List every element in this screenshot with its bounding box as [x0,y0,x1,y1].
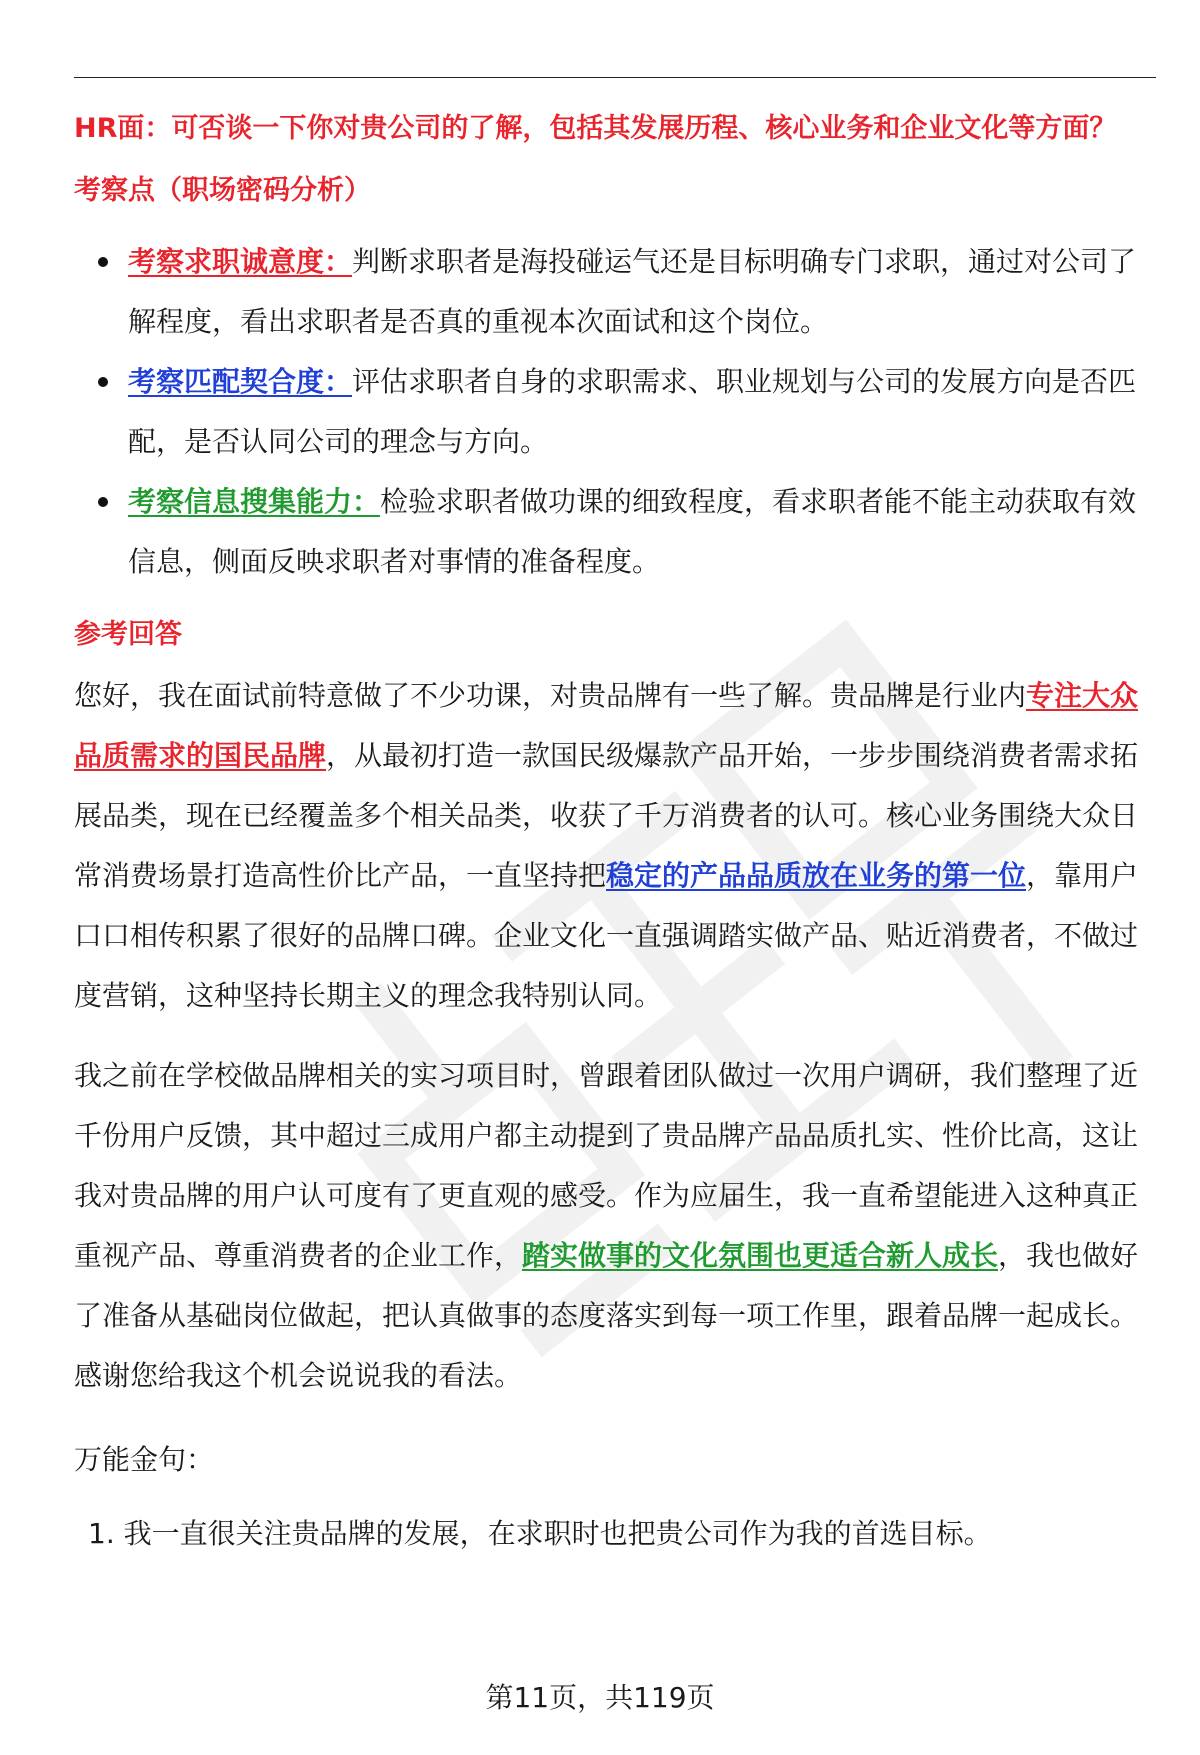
point-label: 考察信息搜集能力： [128,485,381,518]
list-number: 1. [88,1517,115,1550]
answer-text: ，靠用户口口相传积累了很好的品牌口碑。企业文化一直强调踏实做产品、贴近消费者，不做过度营销，这种坚持长期主义的理念我特别认同。 [74,859,1139,1012]
point-label: 考察匹配契合度： [128,365,353,398]
answer-text: ，从最初打造一款国民级爆款产品开始，一步步围绕消费者需求拓展品类，现在已经覆盖多个相关品类，收获了千万消费者的认可。核心业务围绕大众日常消费场景打造高性价比产品，一直坚持把 [74,739,1139,892]
point-text: 判断求职者是海投碰运气还是目标明确专门求职，通过对公司了解程度，看出求职者是否真的重视本次面试和这个岗位。 [128,245,1137,338]
list-item [74,1510,1156,1558]
golden-sentences-list [74,1510,1156,1558]
page-content [74,108,1156,1558]
answer-text: ，我也做好了准备从基础岗位做起，把认真做事的态度落实到每一项工作里，跟着品牌一起成长。感谢您给我这个机会说说我的看法。 [74,1239,1139,1392]
point-item-info [74,472,1156,592]
answer-text: 我之前在学校做品牌相关的实习项目时，曾跟着团队做过一次用户调研，我们整理了近千份用户反馈，其中超过三成用户都主动提到了贵品牌产品品质扎实、性价比高，这让我对贵品牌的用户认可度有了更直观的感受。作为应届生，我一直希望能进入这种真正重视产品、尊重消费者的企业工作， [74,1059,1139,1272]
reference-title: 参考回答 [74,619,182,650]
bullet-dot-icon [98,257,108,267]
point-label: 考察求职诚意度： [128,245,353,278]
header-rule [74,77,1156,78]
point-item-fit [74,352,1156,472]
point-item-sincerity [74,232,1156,352]
points-title: 考察点（职场密码分析） [74,175,371,206]
bullet-dot-icon [98,377,108,387]
golden-sentences-title: 万能金句： [74,1443,215,1476]
points-list [74,232,1156,592]
answer-highlight: 稳定的产品品质放在业务的第一位 [606,859,1027,892]
answer-paragraph-1 [74,666,1156,1026]
point-text: 检验求职者做功课的细致程度，看求职者能不能主动获取有效信息，侧面反映求职者对事情的准备程度。 [128,485,1137,578]
answer-highlight: 踏实做事的文化氛围也更适合新人成长 [522,1239,999,1272]
answer-text: 您好，我在面试前特意做了不少功课，对贵品牌有一些了解。贵品牌是行业内 [74,679,1027,712]
point-text: 评估求职者自身的求职需求、职业规划与公司的发展方向是否匹配，是否认同公司的理念与方向。 [128,365,1137,458]
page-footer: 第11页，共119页 [485,1681,715,1714]
answer-paragraph-2 [74,1046,1156,1406]
answer-highlight: 专注大众品质需求的国民品牌 [74,679,1139,772]
question-heading: HR面：可否谈一下你对贵公司的了解，包括其发展历程、核心业务和企业文化等方面？ [74,113,1117,144]
list-item-text: 我一直很关注贵品牌的发展，在求职时也把贵公司作为我的首选目标。 [123,1517,992,1550]
bullet-dot-icon [98,497,108,507]
